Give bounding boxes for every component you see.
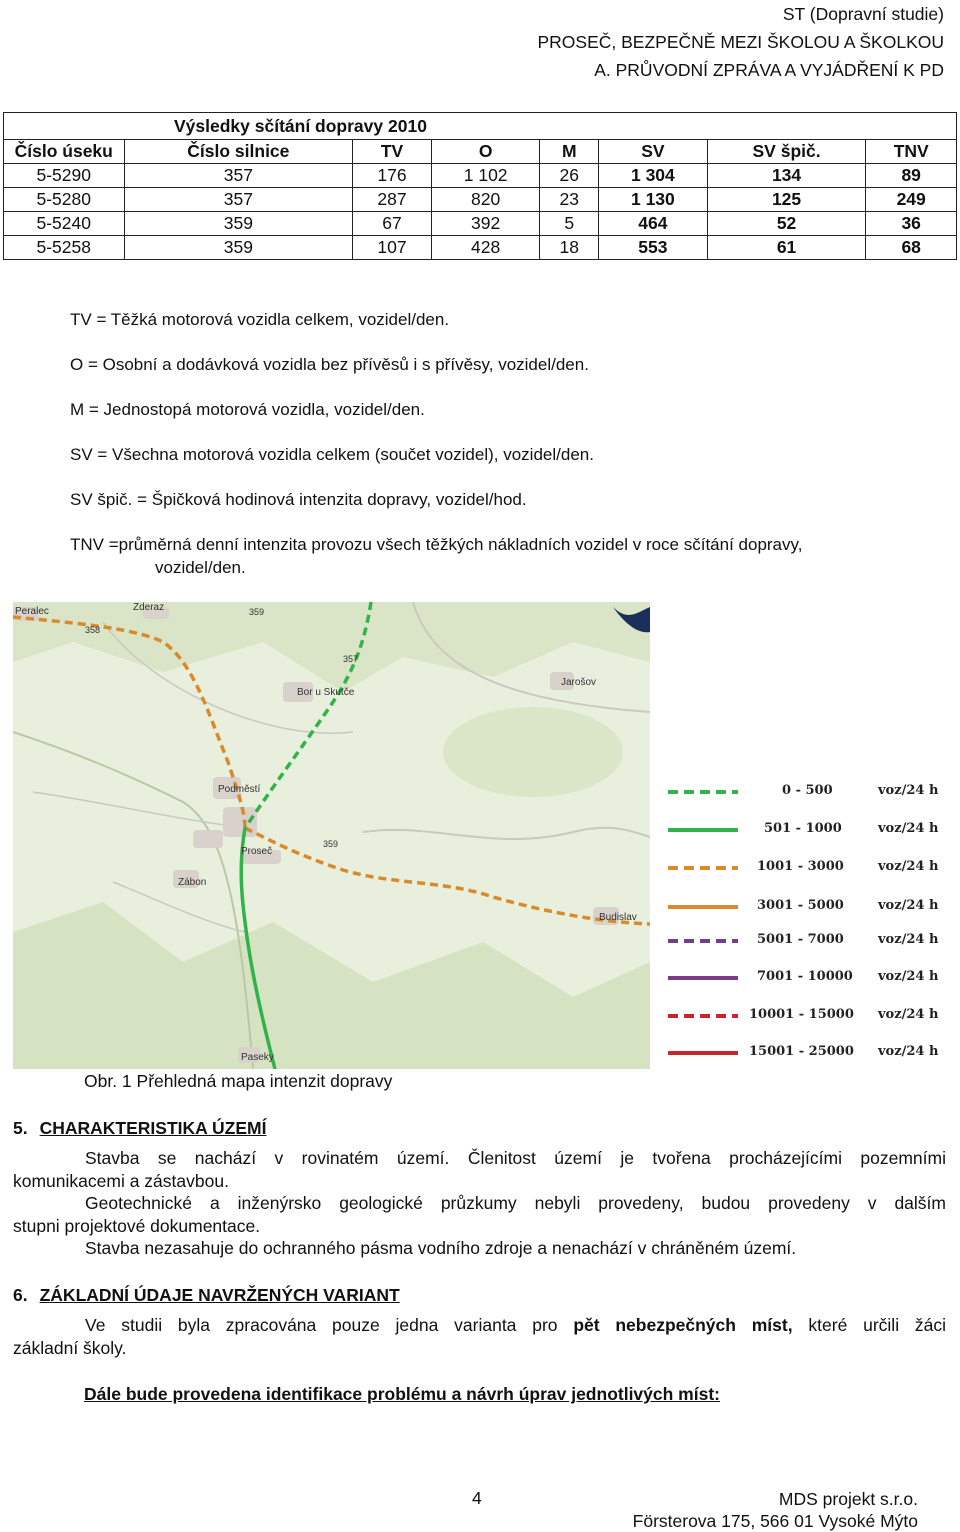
legend-sv-spic: SV špič. = Špičková hodinová intenzita dopravy, vozidel/hod. <box>70 490 527 509</box>
page-number: 4 <box>472 1488 482 1508</box>
table-title: Výsledky sčítání dopravy 2010 <box>124 113 957 140</box>
table-cell: 287 <box>353 188 432 212</box>
section-6-title: ZÁKLADNÍ ÚDAJE NAVRŽENÝCH VARIANT <box>39 1285 400 1305</box>
table-row <box>4 212 957 236</box>
figure-caption: Obr. 1 Přehledná mapa intenzit dopravy <box>84 1071 393 1091</box>
paragraph: Stavba nezasahuje do ochranného pásma vodního zdroje a nenachází v chráněném území. <box>85 1238 797 1258</box>
traffic-count-table <box>3 112 957 260</box>
map-intensity-key <box>652 602 944 1069</box>
table-cell: 176 <box>353 164 432 188</box>
table-cell: 1 304 <box>599 164 708 188</box>
legend-tnv: TNV =průměrná denní intenzita provozu všech těžkých nákladních vozidel v roce sčítání dopravy, <box>70 535 803 554</box>
header-line-3: A. PRŮVODNÍ ZPRÁVA A VYJÁDŘENÍ K PD <box>594 60 944 80</box>
paragraph: Geotechnické a inženýrsko geologické průzkumy nebyli provedeny, budou provedeny v dalším <box>85 1193 946 1213</box>
table-cell: 464 <box>599 212 708 236</box>
header-line-2: PROSEČ, BEZPEČNĚ MEZI ŠKOLOU A ŠKOLKOU <box>537 32 944 52</box>
table-cell: 107 <box>353 236 432 260</box>
document-footer <box>633 1488 918 1532</box>
section-6-heading <box>13 1285 400 1306</box>
col-header: Číslo úseku <box>4 140 125 164</box>
table-cell: 5-5258 <box>4 236 125 260</box>
text-run: které určili žáci <box>792 1315 947 1335</box>
key-range-6: 10001 - 15000 <box>749 1007 854 1022</box>
table-cell: 5-5290 <box>4 164 125 188</box>
key-unit-3: voz/24 h <box>878 898 939 913</box>
col-header: SV <box>599 140 708 164</box>
table-cell: 36 <box>866 212 957 236</box>
key-range-2: 1001 - 3000 <box>757 859 844 874</box>
section-6-number: 6. <box>13 1285 28 1305</box>
section-6-body <box>13 1314 946 1359</box>
key-unit-5: voz/24 h <box>878 969 939 984</box>
col-header: M <box>540 140 599 164</box>
paragraph: Stavba se nachází v rovinatém území. Členitost území je tvořena procházejícími pozemními <box>85 1148 946 1168</box>
table-cell: 5 <box>540 212 599 236</box>
table-cell: 249 <box>866 188 957 212</box>
abbreviation-legend <box>70 308 940 579</box>
map-label-bor-u-skutce: Bor u Skutče <box>297 687 355 698</box>
legend-o: O = Osobní a dodávková vozidla bez přívěsů i s přívěsy, vozidel/den. <box>70 355 589 374</box>
key-range-0: 0 - 500 <box>782 783 833 798</box>
section-5-title: CHARAKTERISTIKA ÚZEMÍ <box>39 1118 267 1138</box>
paragraph-cont: stupni projektové dokumentace. <box>13 1215 261 1236</box>
table-cell: 5-5280 <box>4 188 125 212</box>
table-cell: 5-5240 <box>4 212 125 236</box>
road-label-359-east: 359 <box>323 839 339 849</box>
table-cell: 428 <box>431 236 540 260</box>
legend-m: M = Jednostopá motorová vozidla, vozidel/den. <box>70 400 425 419</box>
table-cell: 820 <box>431 188 540 212</box>
table-cell: 68 <box>866 236 957 260</box>
table-cell: 67 <box>353 212 432 236</box>
legend-tnv-cont: vozidel/den. <box>155 558 246 577</box>
key-range-1: 501 - 1000 <box>764 821 842 836</box>
legend-tv: TV = Těžká motorová vozidla celkem, vozidel/den. <box>70 310 450 329</box>
table-cell: 26 <box>540 164 599 188</box>
map-label-podmesti: Podměstí <box>218 784 261 795</box>
bold-text: pět nebezpečných míst, <box>573 1315 793 1335</box>
table-cell: 1 130 <box>599 188 708 212</box>
table-cell: 357 <box>124 188 353 212</box>
key-range-5: 7001 - 10000 <box>757 969 853 984</box>
table-row <box>4 164 957 188</box>
section-5-number: 5. <box>13 1118 28 1138</box>
map-label-budislav: Budislav <box>599 912 637 923</box>
header-line-1: ST (Dopravní studie) <box>782 4 944 24</box>
col-header: TNV <box>866 140 957 164</box>
legend-sv: SV = Všechna motorová vozidla celkem (součet vozidel), vozidel/den. <box>70 445 594 464</box>
col-header: TV <box>353 140 432 164</box>
table-cell: 23 <box>540 188 599 212</box>
table-header-row <box>4 140 957 164</box>
key-range-4: 5001 - 7000 <box>757 932 844 947</box>
map-label-peralec: Peralec <box>15 606 49 617</box>
col-header: SV špič. <box>707 140 866 164</box>
map-label-zabon: Zábon <box>178 877 207 888</box>
final-statement: Dále bude provedena identifikace problému a návrh úprav jednotlivých míst: <box>84 1384 720 1404</box>
paragraph-cont: komunikacemi a zástavbou. <box>13 1170 229 1191</box>
document-header <box>538 0 945 84</box>
section-5-heading <box>13 1118 266 1139</box>
key-range-7: 15001 - 25000 <box>749 1044 854 1059</box>
key-unit-4: voz/24 h <box>878 932 939 947</box>
table-row <box>4 188 957 212</box>
table-cell: 61 <box>707 236 866 260</box>
key-unit-0: voz/24 h <box>878 783 939 798</box>
table-cell: 18 <box>540 236 599 260</box>
key-unit-2: voz/24 h <box>878 859 939 874</box>
table-cell: 392 <box>431 212 540 236</box>
text-run: Ve studii byla zpracována pouze jedna varianta pro <box>85 1315 574 1335</box>
key-unit-7: voz/24 h <box>878 1044 939 1059</box>
paragraph-cont: základní školy. <box>13 1337 127 1358</box>
table-cell: 553 <box>599 236 708 260</box>
table-cell: 359 <box>124 236 353 260</box>
map-label-jarosov: Jarošov <box>561 677 597 688</box>
footer-company: MDS projekt s.r.o. <box>778 1489 918 1509</box>
table-cell: 359 <box>124 212 353 236</box>
key-unit-1: voz/24 h <box>878 821 939 836</box>
traffic-intensity-map <box>13 602 650 1069</box>
table-cell: 52 <box>707 212 866 236</box>
table-cell: 125 <box>707 188 866 212</box>
road-label-358: 358 <box>85 625 101 635</box>
paragraph <box>13 1314 946 1337</box>
section-5-body <box>13 1147 946 1260</box>
road-label-357: 357 <box>343 654 359 664</box>
map-label-prosec: Proseč <box>241 846 273 857</box>
table-cell: 134 <box>707 164 866 188</box>
key-unit-6: voz/24 h <box>878 1007 939 1022</box>
table-cell: 89 <box>866 164 957 188</box>
col-header: Číslo silnice <box>124 140 353 164</box>
road-label-359-north: 359 <box>249 607 265 617</box>
footer-address: Försterova 175, 566 01 Vysoké Mýto <box>632 1511 918 1531</box>
map-label-zderaz: Zderaz <box>133 602 165 613</box>
table-cell: 1 102 <box>431 164 540 188</box>
col-header: O <box>431 140 540 164</box>
table-row <box>4 236 957 260</box>
key-range-3: 3001 - 5000 <box>757 898 844 913</box>
table-cell: 357 <box>124 164 353 188</box>
map-label-paseky: Paseky <box>241 1052 274 1063</box>
